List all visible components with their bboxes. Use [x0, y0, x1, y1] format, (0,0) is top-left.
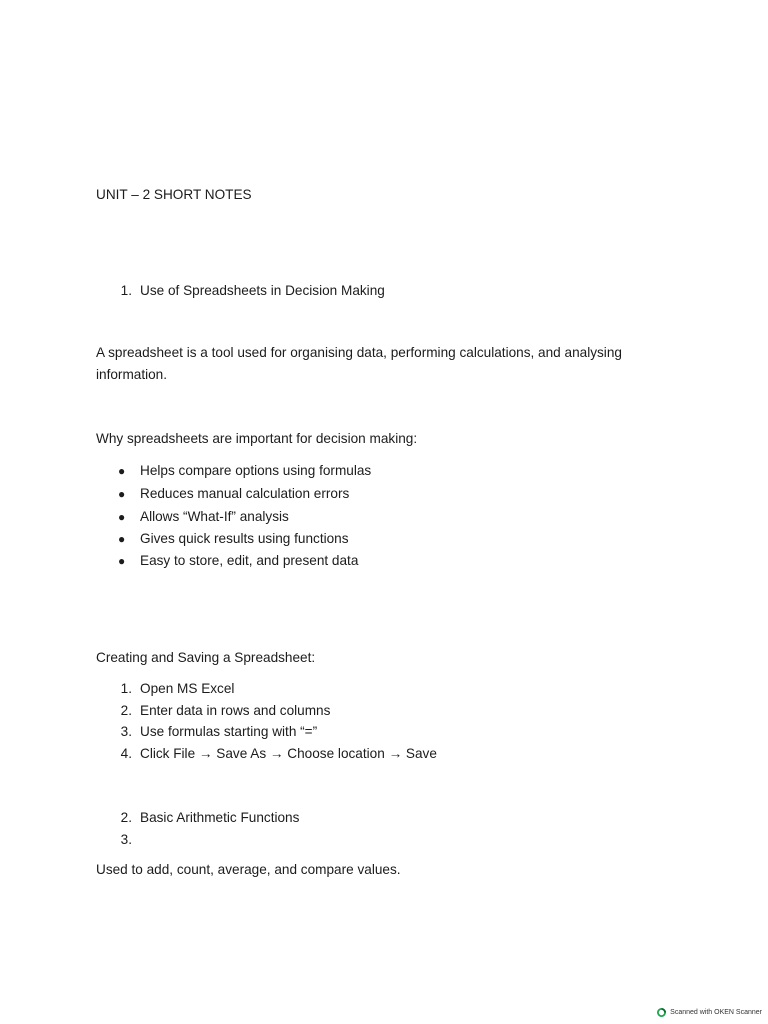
bullet-dot: ●	[118, 510, 126, 524]
list-item: Use formulas starting with “=”	[140, 724, 318, 739]
list-item: Allows “What-If” analysis	[140, 509, 289, 524]
scanner-watermark-text: Scanned with OKEN Scanner	[670, 1009, 762, 1016]
bullet-dot: ●	[118, 464, 126, 478]
list-item: Click File → Save As → Choose location → Save	[140, 746, 437, 761]
section-1-number: 1.	[120, 283, 132, 298]
bullet-dot: ●	[118, 532, 126, 546]
scanner-logo-icon	[657, 1008, 666, 1017]
list-item: Reduces manual calculation errors	[140, 486, 350, 501]
bullet-dot: ●	[118, 487, 126, 501]
step-number: 4.	[120, 746, 132, 761]
functions-paragraph: Used to add, count, average, and compare values.	[96, 862, 401, 877]
creating-heading: Creating and Saving a Spreadsheet:	[96, 650, 316, 665]
list-item: Helps compare options using formulas	[140, 463, 372, 478]
step-number: 2.	[120, 703, 132, 718]
section-2-heading: Basic Arithmetic Functions	[140, 810, 300, 825]
section-1-heading: Use of Spreadsheets in Decision Making	[140, 283, 385, 298]
intro-paragraph: A spreadsheet is a tool used for organising data, performing calculations, and analysing information.	[96, 345, 622, 382]
list-item: Open MS Excel	[140, 681, 235, 696]
section-3-number: 3.	[120, 832, 132, 847]
list-item: Enter data in rows and columns	[140, 703, 331, 718]
step-number: 3.	[120, 724, 132, 739]
step-number: 1.	[120, 681, 132, 696]
why-heading: Why spreadsheets are important for decision making:	[96, 431, 418, 446]
list-item: Easy to store, edit, and present data	[140, 553, 359, 568]
list-item: Gives quick results using functions	[140, 531, 349, 546]
page-title: UNIT – 2 SHORT NOTES	[96, 187, 252, 202]
section-2-number: 2.	[120, 810, 132, 825]
bullet-dot: ●	[118, 554, 126, 568]
scanner-watermark	[657, 1008, 762, 1017]
